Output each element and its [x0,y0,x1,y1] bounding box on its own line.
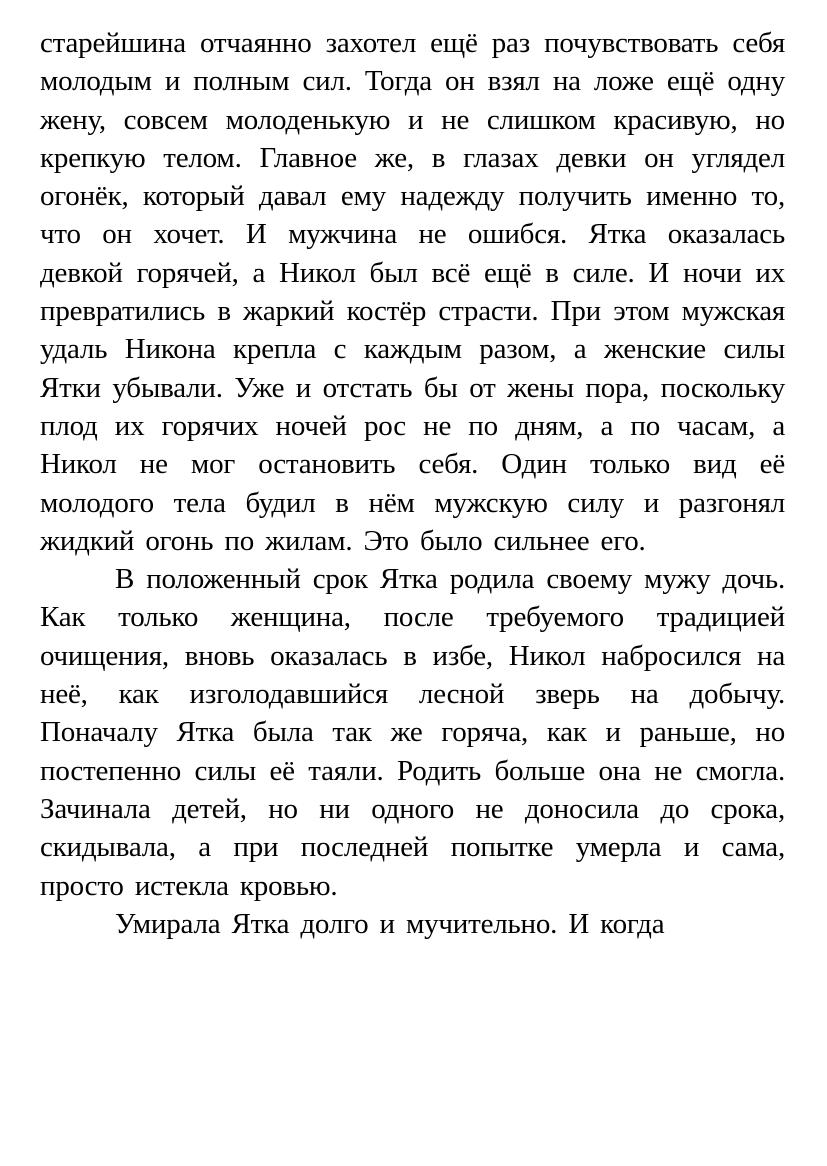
paragraph: В положенный срок Ятка родила своему мужу дочь. Как только женщина, после требуемого традицией очищения, вновь оказалась в избе, Никол набросился на неё, как изголодавшийся лесной зверь на добычу. Поначалу Ятка была так же горяча, как и раньше, но постепенно силы её таяли. Родить больше она не смогла. Зачинала детей, но ни одного не доносила до срока, скидывала, а при последней попытке умерла и сама, просто истекла кровью. [40,563,785,902]
paragraph-last-partial: Умирала Ятка долго и мучительно. И когда [115,907,665,940]
paragraph-continuation: старейшина отчаянно захотел ещё раз почувствовать себя молодым и полным сил. Тогда он взял на ложе ещё одну жену, совсем молоденькую и не слишком красивую, но крепкую телом. Главное же, в глазах девки он углядел огонёк, который давал ему надежду получить именно то, что он хочет. И мужчина не ошибся. Ятка оказалась девкой горячей, а Никол был всё ещё в силе. И ночи их превратились в жаркий костёр страсти. При этом мужская удаль Никона крепла с каждым разом, а женские силы Ятки убывали. Уже и отстать бы от жены пора, поскольку плод их горячих ночей рос не по дням, а по часам, а Никол не мог остановить себя. Один только вид её молодого тела будил в нём мужскую силу и разгонял жидкий огонь по жилам. Это было сильнее его. [40,27,785,557]
